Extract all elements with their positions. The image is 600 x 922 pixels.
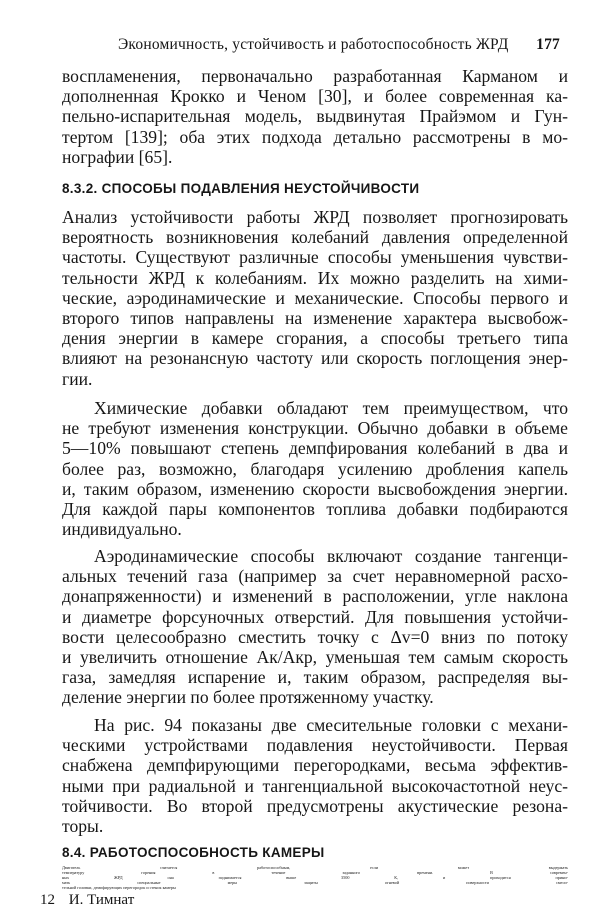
text-line: воспламенения, первоначально разработанная Карманом и <box>62 66 568 86</box>
text-line: пельно-испарительная модель, выдвинутая Прайэмом и Гун- <box>62 106 568 127</box>
text-line: тельности ЖРД к колебаниям. Их можно разделить на хими- <box>62 267 568 288</box>
text-line: тельной головки, демпфирующих перегородок и стенок камеры <box>62 885 176 890</box>
text-line: влияют на резонансную частоту или скорость поглощения энер- <box>62 348 568 369</box>
text-line: 5—10% повышают степень демпфирования колебаний в два и <box>62 438 568 459</box>
text-line: деление энергии по более протяженному участку. <box>62 687 434 708</box>
section-heading-8-3-2: 8.3.2. СПОСОБЫ ПОДАВЛЕНИЯ НЕУСТОЙЧИВОСТИ <box>62 181 420 196</box>
section-heading-8-4: 8.4. РАБОТОСПОСОБНОСТЬ КАМЕРЫ <box>62 845 325 860</box>
text-line: Двигатель считается работоспособным, если может выдержать <box>62 865 568 870</box>
text-line: ных ЖРД она поднимается выше 3500 К, и приходится прини- <box>62 875 568 880</box>
text-line: нографии [65]. <box>62 146 173 167</box>
text-line: и, таким образом, изменению скорости высвобождения энергии. <box>62 478 568 499</box>
text-line: и увеличить отношение Aк/Aкр, уменьшая тем самым скорость <box>62 647 568 668</box>
text-line: тойчивости. Во второй предусмотрены акустические резона- <box>62 795 568 816</box>
text-line: газа, замедляя испарение и, таким образом, распределяя вы- <box>62 667 568 688</box>
text-line: На рис. 94 показаны две смесительные головки с механи- <box>94 715 568 735</box>
page-footer <box>40 892 134 909</box>
text-line: ческие, аэродинамические и механические. Способы первого и <box>62 287 568 308</box>
text-line: более раз, возможно, благодаря усилению дробления капель <box>62 458 568 479</box>
paragraph-operability <box>62 865 568 890</box>
text-line: второго типов направлены на изменение характера высвобож- <box>62 308 568 329</box>
text-line: не требуют изменения конструкции. Обычно добавки в объеме <box>62 418 568 439</box>
text-line: частоты. Существуют различные способы уменьшения чувстви- <box>62 247 568 268</box>
text-line: тертом [139]; оба этих подхода детально рассмотрены в мо- <box>62 126 568 147</box>
text-line: донапряженности) и изменений в расположении, угле наклона <box>62 586 568 607</box>
paragraph-aerodynamic <box>62 546 568 708</box>
text-line: температуру горения в течение заданного времени. В современ- <box>62 870 568 875</box>
text-line: дения энергии в камере сгорания, а способы третьего типа <box>62 328 568 349</box>
text-line: вости целесообразно сместить точку с Δv=0 вниз по потоку <box>62 626 568 647</box>
text-line: Химические добавки обладают тем преимуществом, что <box>94 398 568 418</box>
text-line: гии. <box>62 368 93 389</box>
text-line: Для каждой пары компонентов топлива добавки подбираются <box>62 499 568 520</box>
text-line: альных течений газа (например за счет неравномерной расхо- <box>62 566 568 587</box>
text-line: мать специальные меры защиты огневой поверхности смеси- <box>62 880 568 885</box>
author-name: И. Тимнат <box>68 892 135 908</box>
text-line: индивидуально. <box>62 519 182 540</box>
text-line: вероятность возникновения колебаний давления определенной <box>62 227 568 248</box>
text-line: Анализ устойчивости работы ЖРД позволяет прогнозировать <box>62 207 568 227</box>
text-line: дополненная Крокко и Ченом [30], и более современная ка- <box>62 86 568 107</box>
page-number: 177 <box>536 36 560 53</box>
paragraph-mechanical <box>62 715 568 836</box>
text-line: ными при радиальной и тангенциальной высокочастотной неус- <box>62 775 568 796</box>
text-line: торы. <box>62 816 104 837</box>
text-line: ческими устройствами подавления неустойчивости. Первая <box>62 735 568 756</box>
signature-number: 12 <box>40 892 55 908</box>
paragraph-analysis <box>62 207 568 389</box>
paragraph-continuation <box>62 66 568 167</box>
running-title: Экономичность, устойчивость и работоспособность ЖРД <box>118 36 509 53</box>
paragraph-chemical <box>62 398 568 539</box>
text-line: снабжена демпфирующими перегородками, весьма эффектив- <box>62 755 568 776</box>
text-line: и диаметре форсуночных отверстий. Для повышения устойчи- <box>62 606 568 627</box>
text-line: Аэродинамические способы включают создание тангенци- <box>94 546 568 566</box>
